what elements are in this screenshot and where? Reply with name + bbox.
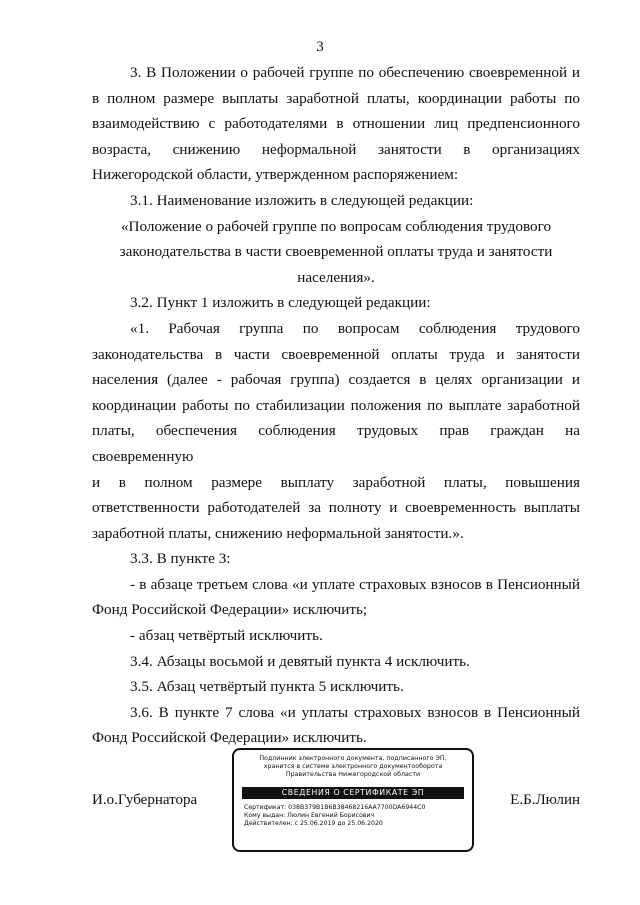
paragraph-line: взаимодействию с работодателями в отношении лиц предпенсионного bbox=[92, 115, 580, 133]
stamp-header bbox=[234, 755, 472, 780]
paragraph-line: 3.6. В пункте 7 слова «и уплаты страховых взносов в Пенсионный bbox=[130, 703, 580, 721]
paragraph-line: платы, обеспечения соблюдения трудовых прав граждан на своевременную bbox=[92, 422, 580, 465]
quote-line: законодательства в части своевременной оплаты труда и занятости bbox=[119, 243, 553, 261]
paragraph-line: возраста, снижению неформальной занятости в организациях bbox=[92, 140, 580, 158]
signatory-position: И.о.Губернатора bbox=[92, 792, 198, 808]
paragraph-line: Фонд Российской Федерации» исключить. bbox=[92, 729, 367, 747]
paragraph-line: 3.2. Пункт 1 изложить в следующей редакции: bbox=[130, 294, 431, 312]
stamp-info bbox=[244, 804, 472, 829]
paragraph-line: - абзац четвёртый исключить. bbox=[130, 627, 323, 645]
stamp-valid: Действителен: с 25.06.2019 до 25.06.2020 bbox=[244, 820, 383, 828]
paragraph-line: координации работы по стабилизации положения по выплате заработной bbox=[92, 396, 580, 414]
stamp-header-line: Правительства Нижегородской области bbox=[285, 771, 421, 779]
paragraph-line: Нижегородской области, утвержденном распоряжением: bbox=[92, 166, 459, 184]
signature-stamp bbox=[232, 748, 474, 852]
paragraph-line: законодательства в части своевременной оплаты труда и занятости bbox=[92, 345, 580, 363]
paragraph bbox=[92, 60, 580, 86]
stamp-certificate: Сертификат: 038B379B1B6B38468216AA7700DA6944C0 bbox=[244, 803, 426, 811]
stamp-header-line: хранится в системе электронного документооборота bbox=[263, 763, 443, 771]
paragraph-line: и в полном размере выплату заработной платы, повышения bbox=[92, 473, 580, 491]
document-body bbox=[92, 60, 580, 751]
paragraph-line: ответственности работодателей за полноту и своевременность выплаты bbox=[92, 499, 580, 517]
paragraph-line: заработной платы, снижению неформальной занятости.». bbox=[92, 524, 464, 542]
paragraph-line: 3.5. Абзац четвёртый пункта 5 исключить. bbox=[130, 678, 404, 696]
paragraph-line: Фонд Российской Федерации» исключить; bbox=[92, 601, 368, 619]
paragraph-line: 3.3. В пункте 3: bbox=[130, 550, 231, 568]
paragraph-line: 3. В Положении о рабочей группе по обеспечению своевременной и bbox=[130, 64, 580, 81]
stamp-issued-to: Кому выдан: Люлин Евгений Борисович bbox=[244, 811, 375, 819]
quote-line: «Положение о рабочей группе по вопросам соблюдения трудового bbox=[120, 217, 552, 235]
paragraph-line: «1. Рабочая группа по вопросам соблюдения трудового bbox=[130, 319, 580, 337]
page-number: 3 bbox=[316, 39, 324, 55]
paragraph-line: - в абзаце третьем слова «и уплате страховых взносов в Пенсионный bbox=[130, 575, 580, 593]
paragraph-line: в полном размере выплаты заработной платы, координации работы по bbox=[92, 89, 580, 107]
paragraph-line: населения (далее - рабочая группа) создается в целях организации и bbox=[92, 371, 580, 389]
stamp-header-line: Подлинник электронного документа, подписанного ЭП, bbox=[259, 755, 447, 762]
paragraph-line: 3.1. Наименование изложить в следующей редакции: bbox=[130, 191, 474, 209]
signer-name: Е.Б.Люлин bbox=[510, 792, 580, 808]
quote-line: населения». bbox=[297, 268, 375, 286]
paragraph-line: 3.4. Абзацы восьмой и девятый пункта 4 исключить. bbox=[130, 652, 470, 670]
stamp-title: СВЕДЕНИЯ О СЕРТИФИКАТЕ ЭП bbox=[242, 787, 464, 799]
